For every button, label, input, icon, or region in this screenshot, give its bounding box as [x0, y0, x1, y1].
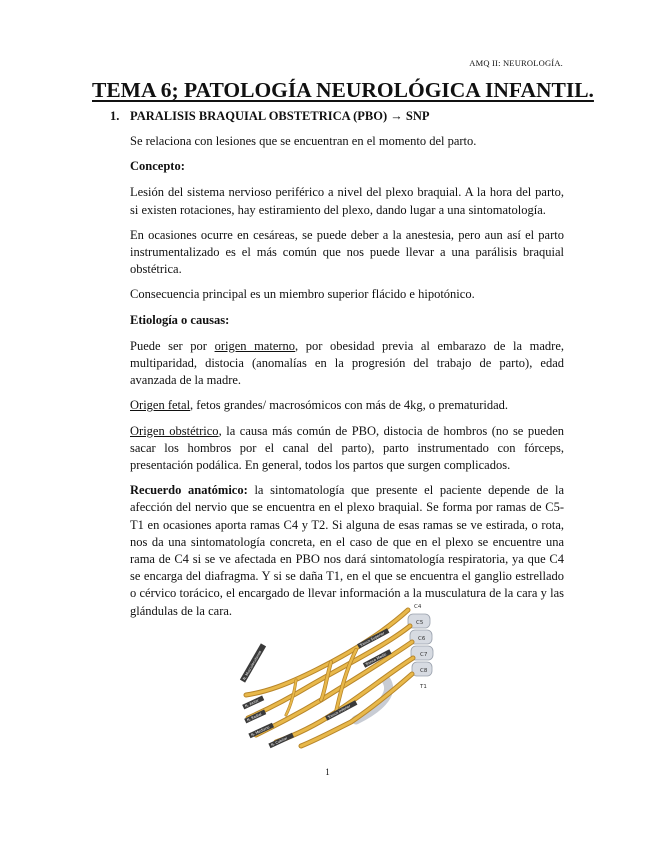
concepto-paragraph-1: Lesión del sistema nervioso periférico a nivel del plexo braquial. A la hora del parto, si existen rotaciones, hay estiramiento del plexo, dando lugar a una sintomatología. [130, 185, 564, 217]
page-number: 1 [325, 767, 330, 777]
text-run: , fetos grandes/ macrosómicos con más de 4kg, o prematuridad. [190, 398, 509, 413]
etiologia-paragraph-2 [130, 397, 564, 414]
origen-fetal-term: Origen fetal [130, 398, 191, 413]
root-label: C8 [420, 668, 428, 674]
root-label: C4 [414, 604, 422, 610]
nerve-label: Tronco Medio [364, 652, 388, 667]
root-label: T1 [420, 684, 427, 690]
root-label: C7 [420, 652, 428, 658]
recuerdo-heading: Recuerdo anatómico: [130, 483, 248, 498]
nerve-label: N. Radial [246, 712, 263, 723]
text-run: , por obesidad previa al embarazo de la madre, multiparidad, distocia (anomalías en la progresión del trabajo de parto), edad avanzada de la madre. [130, 338, 564, 388]
nerve-label: N. Mediano [250, 725, 271, 738]
etiologia-paragraph-1 [130, 338, 564, 390]
nerve-label: Tronco Superior [359, 631, 386, 648]
section-heading-text: PARALISIS BRAQUIAL OBSTETRICA (PBO) → SNP [130, 109, 430, 123]
etiologia-heading: Etiología o causas: [130, 312, 230, 327]
concepto-paragraph-3: Consecuencia principal es un miembro superior flácido e hipotónico. [130, 287, 475, 302]
text-run: Puede ser por [130, 338, 215, 353]
root-label: C5 [416, 620, 424, 626]
origen-materno-term: origen materno [214, 338, 296, 353]
origen-obstetrico-term: Origen obstétrico [130, 423, 219, 438]
concepto-paragraph-2: En ocasiones ocurre en cesáreas, se puede deber a la anestesia, pero aun así el parto instrumentalizado es el más común que nos puede llevar a una parálisis braquial obstétrica. [130, 227, 564, 277]
section-heading [110, 109, 429, 124]
brachial-plexus-illustration [236, 600, 436, 750]
root-label: C6 [418, 636, 426, 642]
document-body [130, 133, 564, 628]
concepto-heading: Concepto: [130, 159, 185, 174]
page-title: TEMA 6; PATOLOGÍA NEUROLÓGICA INFANTIL. [92, 78, 594, 102]
etiologia-paragraph-3 [130, 423, 564, 475]
nerve-label: N. Axilar [244, 698, 260, 709]
text-run: , la causa más común de PBO, distocia de hombros (no se pueden sacar los hombros por el canal del parto), parto instrumentado con fórceps, presentación podálica. En general, todos los partos que surgen complicados. [130, 423, 564, 473]
nerve-label: N. Musculocutaneo [242, 649, 263, 681]
brachial-plexus-drawing [236, 600, 436, 750]
section-number: 1. [110, 109, 120, 123]
header-note: AMQ II: NEUROLOGÍA. [469, 58, 563, 68]
intro-paragraph: Se relaciona con lesiones que se encuentran en el momento del parto. [130, 134, 477, 148]
text-run: la sintomatología que presente el paciente depende de la afección del nervio que se encuentra en el plexo braquial. Se forma por ramas de C5-T1 en ocasiones aporta ramas C4 y T2. Si alguna de esas ramas se ve estirada, o rota, nos da una sintomatología concreta, en el caso de que en el plexo se encuentre una rama de C4 si se ve afectada en PBO nos dará sintomatología respiratoria, ya que C4 se encarga del diafragma. Y si se daña T1, en el que se encuentra el ganglio estrellado o cérvico torácico, el encargado de llevar información a la musculatura de la cara y las glándulas de la cara. [130, 483, 564, 618]
nerve-label: Tronco Inferior [327, 704, 352, 720]
spine-bones [356, 614, 433, 720]
nerve-label: N. Cubital [270, 736, 288, 748]
